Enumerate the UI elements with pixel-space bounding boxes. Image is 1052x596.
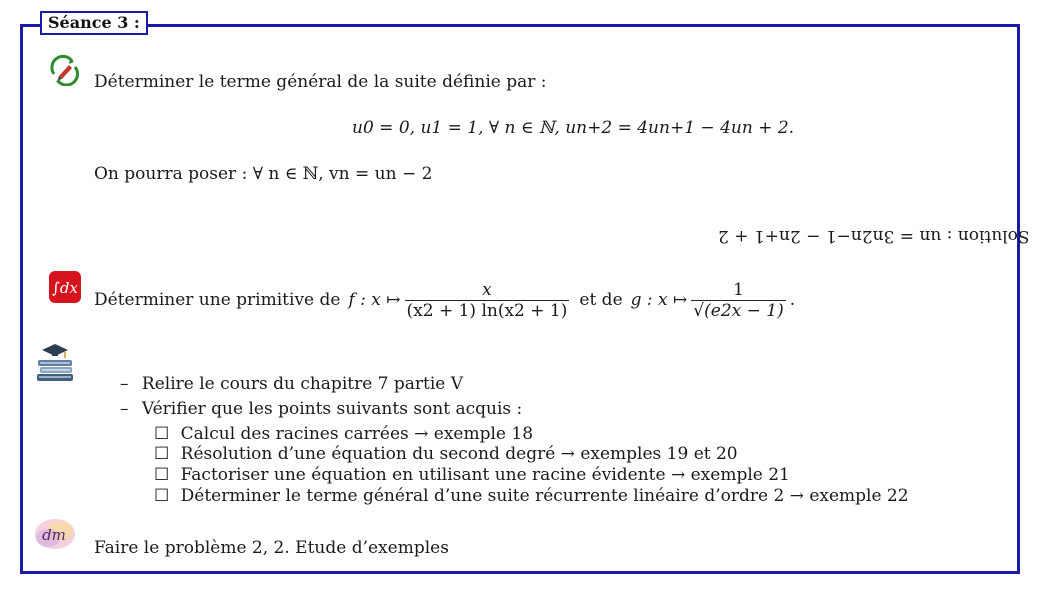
books-icon [34,340,76,384]
checklist-item-text: Résolution d’une équation du second degré → exemples 19 et 20 [180,444,738,464]
revision-item-1 [120,374,463,394]
dm-text: Faire le problème 2, 2. Etude d’exemples [94,538,449,558]
revision-item-2 [120,399,522,419]
ex2-end: . [789,290,796,310]
checkbox-icon: ☐ [154,444,170,464]
checklist-item-text: Déterminer le terme général d’une suite récurrente linéaire d’ordre 2 → exemple 22 [180,486,909,506]
checklist-item [154,444,738,464]
integral-icon [48,270,82,304]
ex2-g-num: 1 [691,280,785,301]
revision-bullet-2: – [120,399,129,419]
ex2-line [94,272,795,328]
dm-badge-icon [30,514,80,554]
checklist-item [154,486,909,506]
ex2-prefix: Déterminer une primitive de [94,290,341,310]
ex1-equation [352,118,794,138]
ex1-intro: Déterminer le terme général de la suite définie par : [94,72,547,92]
ex2-g-fraction [691,280,785,321]
ex1-solution-text: Solution : un = 3n2n−1 − 2n+1 + 2 [718,226,1030,246]
ex2-f-fraction [405,280,570,321]
integral-badge: ∫dx [52,279,78,297]
seance-title: Séance 3 : [40,11,148,35]
exercise-pencil-icon [48,54,80,86]
checklist-item [154,424,533,444]
checklist-item-text: Calcul des racines carrées → exemple 18 [180,424,534,444]
checkbox-icon: ☐ [154,424,170,444]
ex2-g-label: g : x ↦ [630,290,688,310]
ex2-f-den: (x2 + 1) ln(x2 + 1) [406,300,568,321]
dm-badge-text: dm [42,526,66,544]
revision-item-2-text: Vérifier que les points suivants sont acquis : [141,399,523,419]
ex2-g-den: √(e2x − 1) [693,300,784,321]
revision-bullet-1: – [120,374,129,394]
revision-item-1-text: Relire le cours du chapitre 7 partie V [141,374,464,394]
checkbox-icon: ☐ [154,486,170,506]
ex2-connector: et de [579,290,623,310]
ex2-f-label: f : x ↦ [348,290,401,310]
checklist-item-text: Factoriser une équation en utilisant une racine évidente → exemple 21 [180,465,790,485]
ex1-solution-upside-down [718,226,1030,246]
ex1-hint [94,164,432,184]
checklist-item [154,465,790,485]
ex2-f-num: x [405,280,570,301]
checkbox-icon: ☐ [154,465,170,485]
ex1-equation-text: u0 = 0, u1 = 1, ∀ n ∈ ℕ, un+2 = 4un+1 − 4un + 2. [352,118,795,138]
ex1-hint-text: On pourra poser : ∀ n ∈ ℕ, vn = un − 2 [94,164,433,184]
